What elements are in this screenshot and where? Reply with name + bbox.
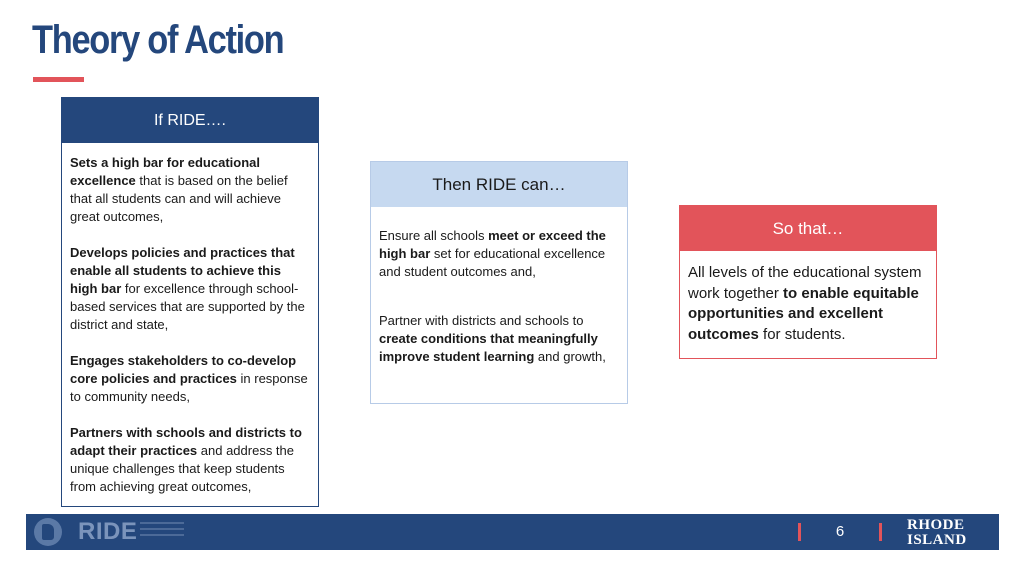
if-ride-body [62,143,318,496]
then-item-text: and growth, [534,349,606,364]
if-item [70,424,310,496]
if-item-text: that is based on the belief that all students can and will achieve great outcomes, [70,173,288,224]
if-item [70,244,310,334]
then-item-text: Partner with districts and schools to [379,313,584,328]
so-that-text-bold: to enable equitable opportunities and excellent outcomes [688,284,919,343]
footer-brand: RIDE [78,518,138,545]
if-item-text: for excellence through school-based services that are supported by the district and state, [70,281,305,332]
so-that-text-pre: All levels of the educational system work together [688,264,922,302]
if-item-bold: Engages stakeholders to co-develop core policies and practices [70,353,297,386]
page-number: 6 [835,523,845,540]
so-that-heading: So that… [680,206,936,251]
if-item-bold: Develops policies and practices that enable all students to achieve this high bar [70,245,295,296]
if-item [70,352,310,406]
ride-logo-icon [34,518,62,546]
state-name-line1: RHODE [907,517,965,533]
footer-brand-subtitle [140,522,184,540]
so-that-text-rest: for students. [758,325,846,343]
so-that-box [679,205,937,359]
so-that-body [680,251,936,345]
if-item-text: in response to community needs, [70,371,308,404]
if-ride-box [61,97,319,507]
if-item-text: and address the unique challenges that keep students from achieving great outcomes, [70,443,295,494]
if-item-bold: Partners with schools and districts to adapt their practices [70,425,302,458]
if-item [70,154,310,226]
then-item [379,312,619,366]
state-name-line2: ISLAND [907,532,967,548]
page-title: Theory of Action [32,18,284,62]
footer-divider-left [798,523,801,541]
state-shape-icon [42,524,54,540]
rhode-island-logo [907,518,967,548]
footer-divider-right [879,523,882,541]
then-item-text: Ensure all schools [379,228,489,243]
then-item [379,227,619,281]
then-item-text: set for educational excellence and student outcomes and, [379,246,606,279]
title-underline [33,77,84,82]
footer-bar [26,514,999,550]
then-ride-box [370,161,628,404]
if-ride-heading: If RIDE…. [62,98,318,143]
then-item-bold: create conditions that meaningfully improve student learning [379,331,598,364]
if-item-bold: Sets a high bar for educational excellence [70,155,260,188]
then-ride-body [371,207,627,366]
then-item-bold: meet or exceed the high bar [379,228,606,261]
then-ride-heading: Then RIDE can… [371,162,627,207]
so-that-text [688,263,928,345]
